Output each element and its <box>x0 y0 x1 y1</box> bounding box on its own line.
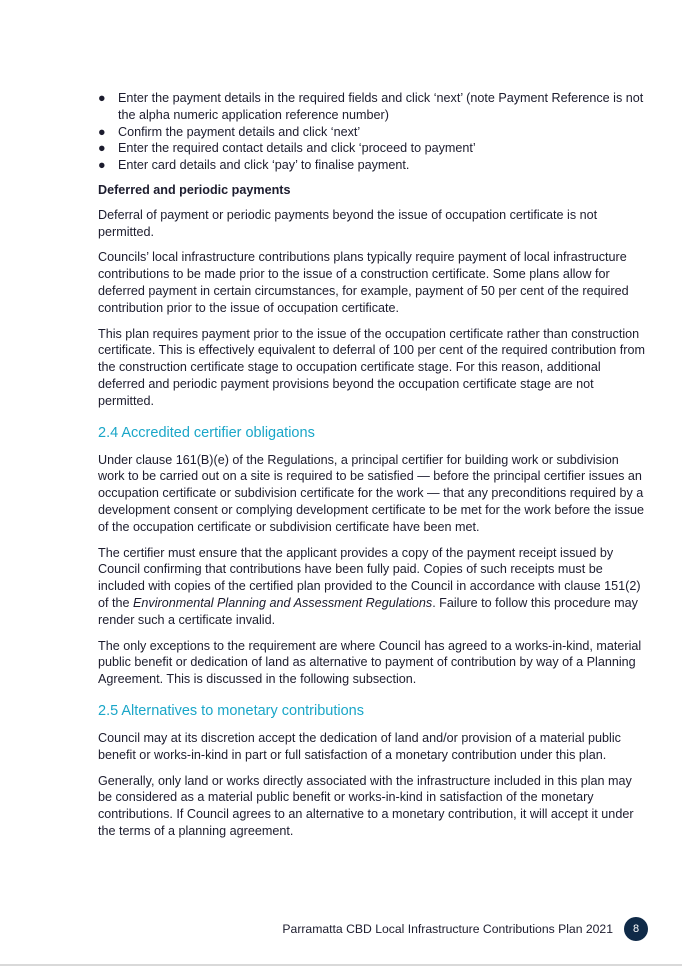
document-body <box>98 90 646 849</box>
list-item: ● Enter the payment details in the required fields and click ‘next’ (note Payment Reference is not the alpha numeric application reference number) <box>98 91 644 122</box>
list-item: ● Confirm the payment details and click ‘next’ <box>98 124 361 139</box>
bullet-icon: ● <box>98 91 106 105</box>
regulation-title: Environmental Planning and Assessment Regulations <box>133 595 433 610</box>
paragraph: Deferral of payment or periodic payments beyond the issue of occupation certificate is not permitted. <box>98 207 598 239</box>
bullet-icon: ● <box>98 158 106 173</box>
list-item: ● Enter the required contact details and click ‘proceed to payment’ <box>98 141 476 156</box>
paragraph: Councils’ local infrastructure contributions plans typically require payment of local infrastructure contributions to be made prior to the issue of a construction certificate. Some plans allow for deferred payment in certain circumstances, for example, payment of 50 per cent of the required contribution prior to the issue of occupation certificate. <box>98 250 629 315</box>
page-footer <box>282 917 648 941</box>
paragraph: Generally, only land or works directly associated with the infrastructure included in this plan may be considered as a material public benefit or works-in-kind in satisfaction of the monetary contributions. If Council agrees to an alternative to a monetary contribution, it will accept it under the terms of a planning agreement. <box>98 773 634 838</box>
bullet-icon: ● <box>98 141 106 156</box>
paragraph: Council may at its discretion accept the dedication of land and/or provision of a material public benefit or works-in-kind in part or full satisfaction of a monetary contribution under this plan. <box>98 730 621 762</box>
bullet-icon: ● <box>98 124 106 139</box>
paragraph: The only exceptions to the requirement are where Council has agreed to a works-in-kind, material public benefit or dedication of land as alternative to payment of contribution by way of a Planning Agreement. This is discussed in the following subsection. <box>98 638 642 687</box>
section-heading-2-5: 2.5 Alternatives to monetary contributions <box>98 702 364 719</box>
list-item: ● Enter card details and click ‘pay’ to finalise payment. <box>98 158 410 173</box>
deferred-payments-heading: Deferred and periodic payments <box>98 182 291 197</box>
footer-title: Parramatta CBD Local Infrastructure Contributions Plan 2021 <box>282 922 613 936</box>
paragraph: This plan requires payment prior to the issue of the occupation certificate rather than construction certificate. This is effectively equivalent to deferral of 100 per cent of the required contribution from the construction certificate stage to occupation certificate stage. For this reason, additional deferred and periodic payment provisions beyond the occupation certificate stage are not permitted. <box>98 326 645 408</box>
paragraph: The certifier must ensure that the applicant provides a copy of the payment receipt issued by Council confirming that contributions have been fully paid. Copies of such receipts must be included with copies of the certified plan provided to the Council in accordance with clause 151(2) of the Environmental Planning and Assessment Regulations. Failure to follow this procedure may render such a certificate invalid. <box>98 545 641 627</box>
payment-steps-list <box>98 90 646 174</box>
paragraph: Under clause 161(B)(e) of the Regulations, a principal certifier for building work or subdivision work to be carried out on a site is required to be satisfied — before the principal certifier issues an occupation certificate or subdivision certificate for the work — that any preconditions required by a development consent or complying development certificate to be met for the work before the issue of the occupation certificate or subdivision certificate have been met. <box>98 452 645 534</box>
section-heading-2-4: 2.4 Accredited certifier obligations <box>98 424 315 441</box>
page-number-badge: 8 <box>624 917 648 941</box>
